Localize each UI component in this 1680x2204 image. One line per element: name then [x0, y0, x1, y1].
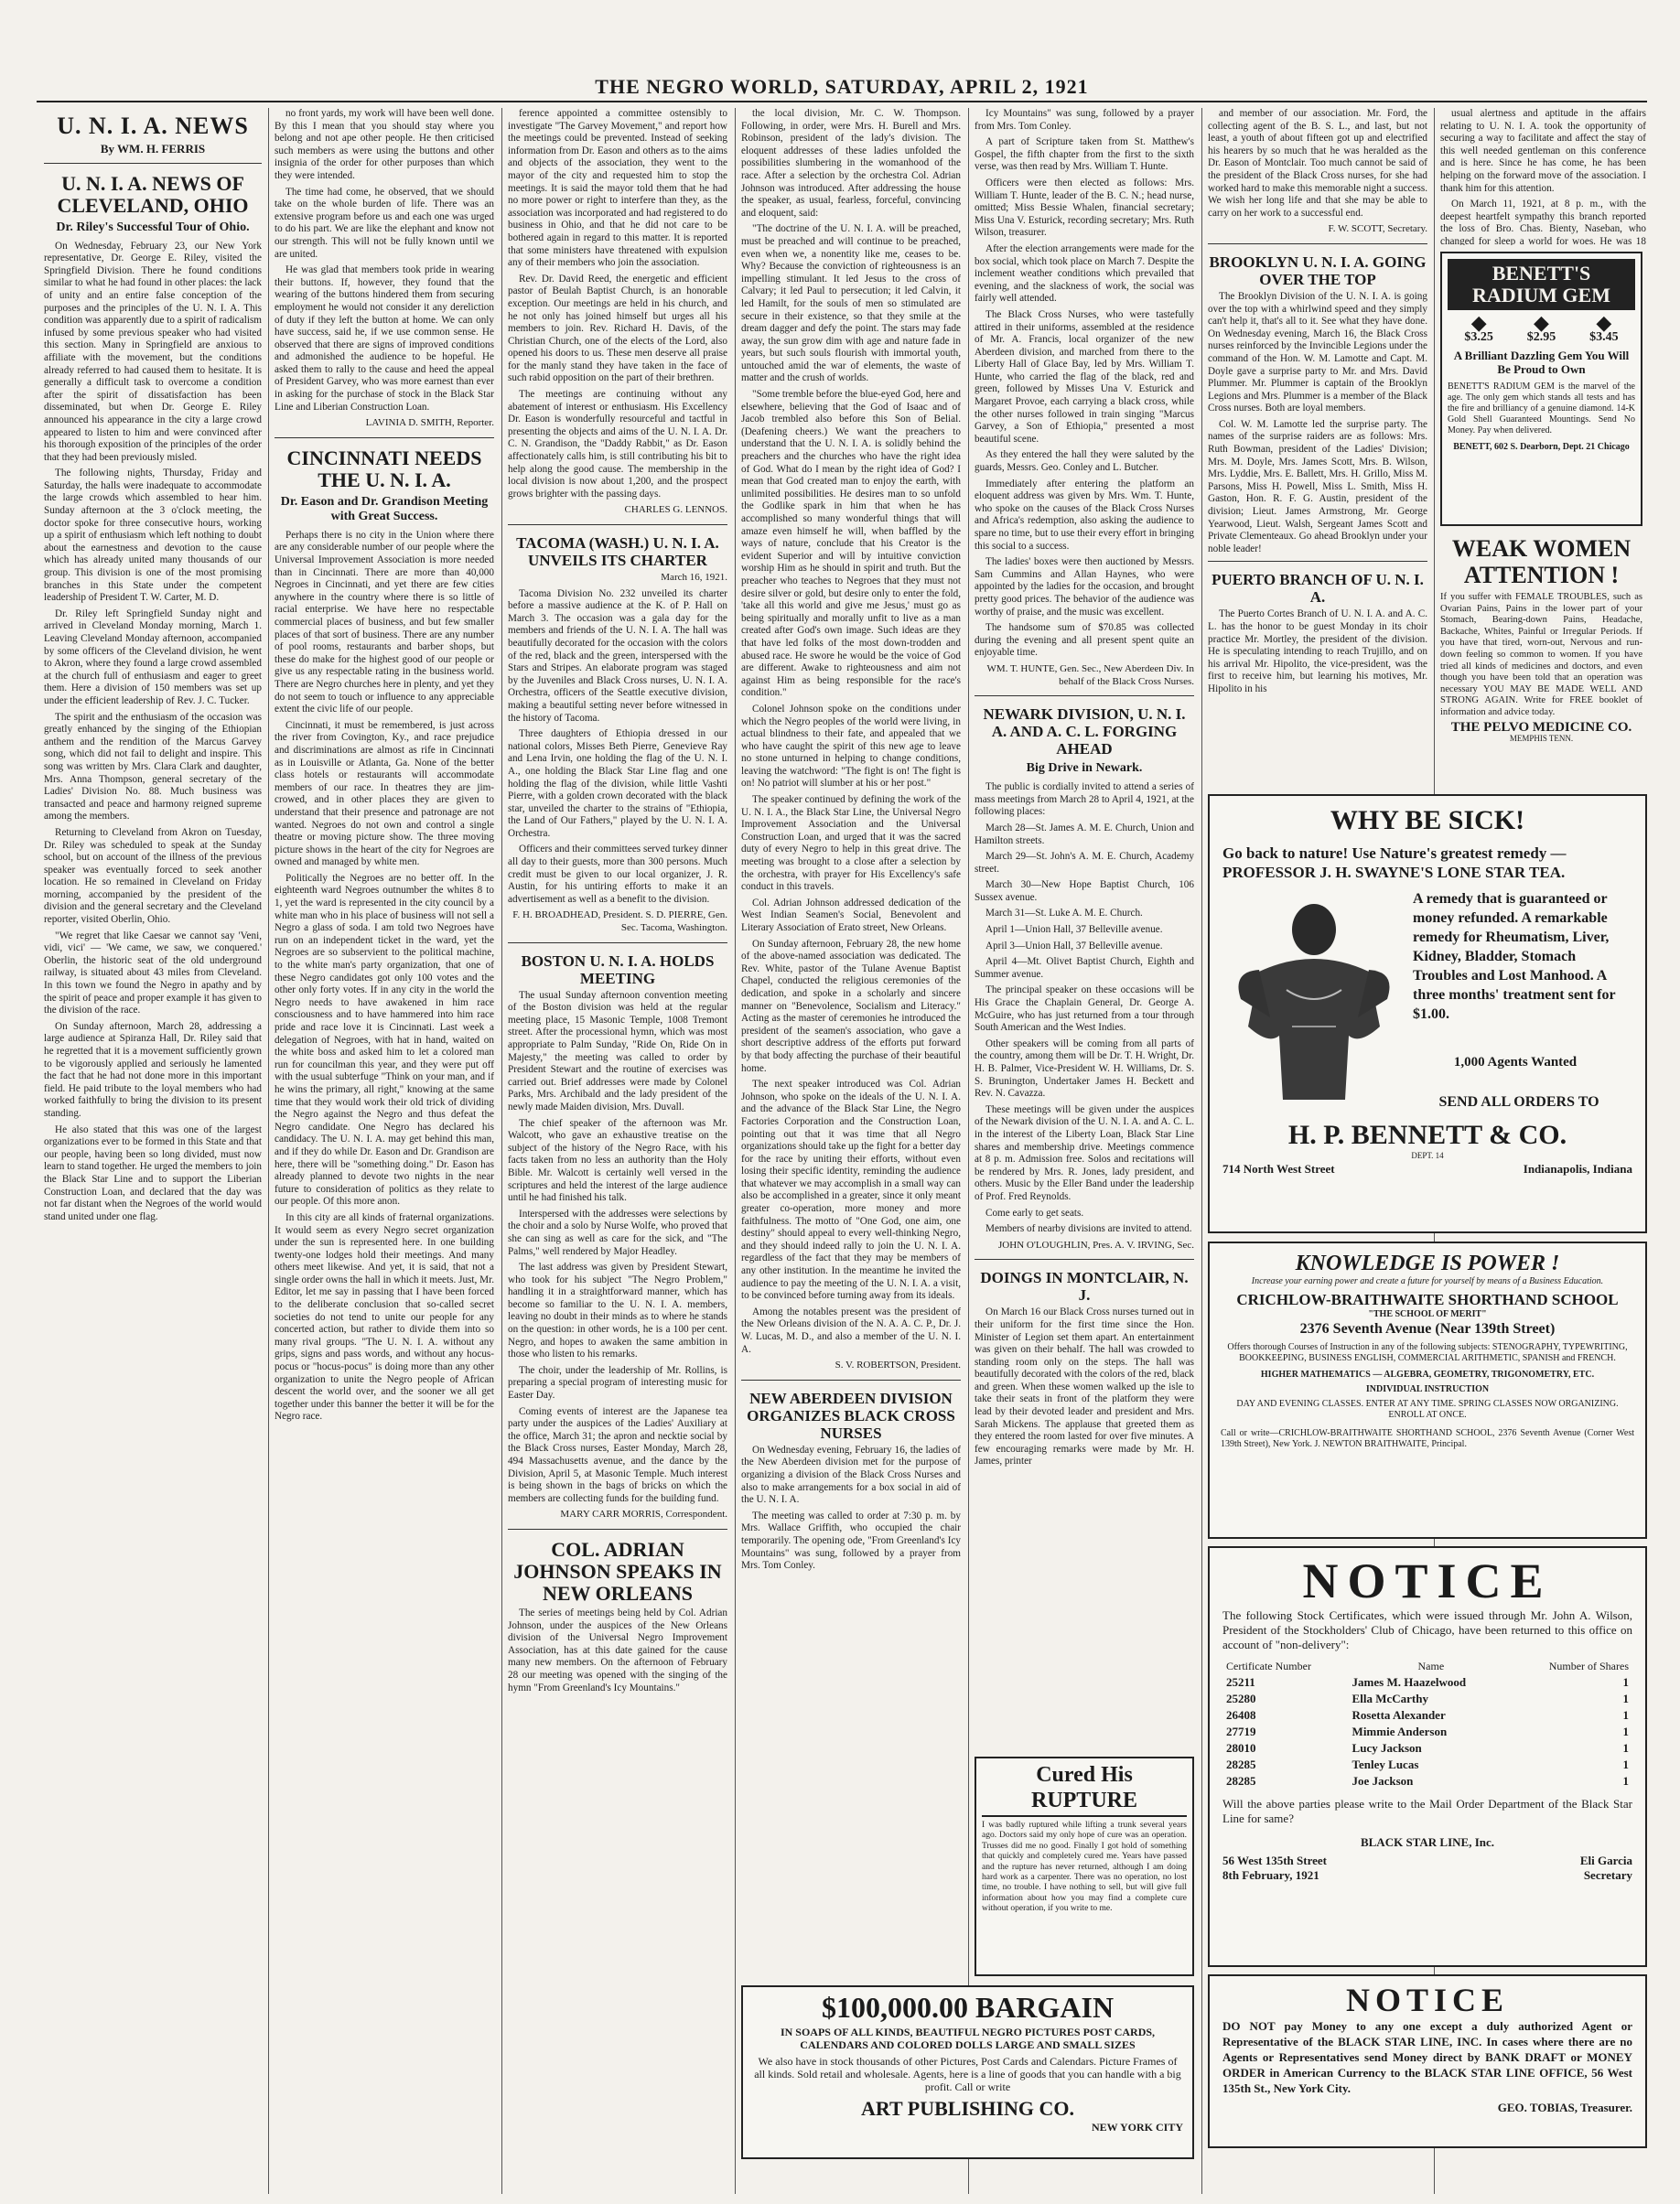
article-paragraph: The speaker continued by defining the work of the U. N. I. A., the Black Star Line, the Universal Negro Improvement Association and the Universal Construction Loan, and urged that it was the sacred duty of every Negro to help in this great drive. The meeting was brought to a close after a selection by the orchestra, with prayer for His Excellency's safe conduct in this travels.	[741, 794, 961, 893]
cert-number: 25211	[1226, 1675, 1255, 1689]
gem-icon: ◆	[1596, 311, 1612, 334]
article-paragraph: "Some tremble before the blue-eyed God, here and elsewhere, believing that the God of Isaac and of Jacob trembled also before this Son of Belial. (Deafening cheers.) We want the preachers to understand that the U. N. I. A. is solidly behind the preachers and the churches who have the right idea of God. What do I mean by the right idea of God? I mean that God created man to enjoy the earth, with unlimited possibilities. He desires man to so unfold the Godlike spark in him that when he has accomplished so many wonderful things that will amaze even himself he will, when baffled by the ways of nature, conclude that his Creator is the evident Superior and will by intuitive conviction worship Him as he should in spirit and truth. But the preacher who teaches to Negroes that they must not desire silver or gold, but desire only to enter the fold, 'take all this world and give me Jesus,' must go as being spiritually and morally unfit to live as a man created after God's own image. Such ideas are they that have led folks of the most down-trodden and abused race. He swore he would be the voice of God are different. Awake to righteousness and aim not against Him as being responsible for the race's condition."	[741, 389, 961, 699]
article-paragraph: After the election arrangements were made for the box social, which took place on March 7. Despite the inclement weather conditions which prevailed that evening, and the slackness of work, the social was fairly well attended.	[975, 242, 1194, 305]
notice-signer-title: Secretary	[1583, 1868, 1632, 1882]
byline: By WM. H. FERRIS	[100, 142, 206, 156]
article-paragraph: The series of meetings being held by Col. Adrian Johnson, under the auspices of the New Orleans division of the Universal Negro Improvement Association, has at this date gained for the cause many new members. On the afternoon of February 28 our meeting was opened with the singing of the hymn "From Greenland's Icy Mountains."	[508, 1607, 727, 1693]
share-count: 1	[1622, 1758, 1629, 1771]
table-row	[1222, 1691, 1632, 1707]
article-paragraph: "We regret that like Caesar we cannot say 'Veni, vidi, vici' — 'We came, we saw, we conquered.' Oberlin, the historic seat of the old underground railway, is situated about 43 miles from Cleveland. In this town we found the Negro in apathy and by the spirit of peace and proper example it has given to the division of the race.	[44, 930, 262, 1016]
article-signature: S. V. ROBERTSON, President.	[835, 1360, 961, 1371]
article-paragraph: The choir, under the leadership of Mr. Rollins, is preparing a special program of interesting music for Easter Day.	[508, 1364, 727, 1402]
table-row	[1222, 1724, 1632, 1740]
classes: DAY AND EVENING CLASSES. ENTER AT ANY TIME. SPRING CLASSES NOW ORGANIZING. ENROLL AT ONCE.	[1236, 1399, 1619, 1420]
ad-title: WHY BE SICK!	[1330, 805, 1525, 835]
gem-icon: ◆	[1470, 311, 1487, 334]
article-paragraph: On March 16 our Black Cross nurses turned out in their uniform for the first time since the Hon. Minister of Legion set them apart. An entertainment was given on their behalf. The hall was crowded to standing room only on the steps. The hall was beautifully decorated with the colors of the red, black and green. When these women walked up the isle to take their seats in front of the platform they were lead by their devoted leader and president and Mrs. Sarah Mickens. The applause that greeted them as they entered the room lasted for over five minutes. A few encouraging remarks were made by Mr. H. James, printer	[975, 1306, 1194, 1468]
section-title: U. N. I. A. NEWS	[57, 113, 249, 139]
article-paragraph: On Sunday afternoon, March 28, addressing a large audience at Spiranza Hall, Dr. Riley said that he regretted that it is a movement sufficiently grown to be vigorously applied and seriously he lamented the fact that he had not done more in this important field. He paid tribute to the loyal members who had worked faithfully to bring the division to its present standing.	[44, 1020, 262, 1119]
share-count: 1	[1622, 1675, 1629, 1689]
article-paragraph: April 3—Union Hall, 37 Belleville avenue.	[985, 940, 1163, 951]
article-paragraph: no front yards, my work will have been well done. By this I mean that you should stay where you belong and not ape other people. He then criticised such members as were using the buttons and other insignia of the order for other purposes than which they were intended.	[275, 108, 494, 181]
article-headline: DOINGS IN MONTCLAIR, N. J.	[980, 1269, 1189, 1305]
article-paragraph: He was glad that members took pride in wearing their buttons. If, however, they found that the wearing of the buttons hindered them from securing employment he would not consider it any dereliction of duty if they left the button at home. We can only have success, said he, if we use common sense. He observed that there are signs of improved conditions and admonished the audience to be hopeful. He asked them to rally to the cause and heed the appeal of President Garvey, who was more earnest than ever in asking for the purchase of stock in the Black Star Line and Liberian Construction Loan.	[275, 264, 494, 413]
ad-city: MEMPHIS TENN.	[1509, 734, 1574, 744]
article-paragraph: Members of nearby divisions are invited to attend.	[985, 1223, 1192, 1235]
article-paragraph: Three daughters of Ethiopia dressed in our national colors, Misses Beth Pierre, Genevieve Ray and Lena Irvin, one holding the flag of the U. N. I. A., one holding the Black Star Line flag and one holding the flag of the division, while little Vashti Pierre, with a golden crown decorated with the black star, unveiled the charter to the strains of "Ethiopia, the Land of Our Fathers," played by the U. N. I. A. Orchestra.	[508, 728, 727, 839]
table-row	[1222, 1757, 1632, 1773]
ad-city: Indianapolis, Indiana	[1523, 1162, 1632, 1176]
article-paragraph: The meetings are continuing without any abatement of interest or enthusiasm. His Excellency Dr. Eason is wonderfully resourceful and tactful in presenting the objects and aims of the U. N. I. A. Dr. C. N. Grandison, the "Daddy Rabbit," as Dr. Eason affectionately calls him, is still contributing his bit to help along the good cause. The membership in the local division is now about 1,200, and the prospect grows brighter with the passing days.	[508, 389, 727, 500]
article-signature: WM. T. HUNTE, Gen. Sec., New Aberdeen Div. In behalf of the Black Cross Nurses.	[986, 662, 1194, 687]
article-headline: NEWARK DIVISION, U. N. I. A. AND A. C. L. FORGING AHEAD	[983, 705, 1186, 758]
article-paragraph: Politically the Negroes are no better off. In the eighteenth ward Negroes outnumber the whites 8 to 1, yet the ward is represented in the city council by a white man who in his place of business will not sell a Negro a glass of soda. I am told two Negroes have run on an independent ticket in the ward, yet the Negroes are so subservient to the political machine, to the white man's party organization, that one of these Negro candidates got only 100 votes and the other only forty votes. If in any city in the world the Negro needs to have awakened in him race consciousness and to have hammered into him race pride and race love it is Cincinnati. Last week a delegation of Negroes, with hat in hand, waited on the white boss and asked him to let a colored man run for councilman this year, and they were put off with the usual subterfuge "Think on your man, and if he wins the primary, all right," knowing at the same time that they would work their old trick of dividing the Negro against the Negro and thus defeat the Negro candidate. One Negro has declared his candidacy. The U. N. I. A. may get behind this man, and if they do while Dr. Eason and Dr. Grandison are here, there will be "something doing." Dr. Eason has already planned to devote two nights in the near future to consideration of politics as they relate to our people. Of this more anon.	[275, 872, 494, 1208]
notice-signer: GEO. TOBIAS, Treasurer.	[1497, 2101, 1632, 2114]
article-paragraph: Cincinnati, it must be remembered, is just across the river from Covington, Ky., and race prejudice and discriminations are almost as rife in Cincinnati as in Louisville or Atlanta, Ga. None of the better class hotels or restaurants will accommodate members of our race. In theatres they are jim-crowed, and in other places they are given to understand that their presence and patronage are not wanted. Negroes do not own and control a single theatre or moving picture show. The three moving picture shows in the heart of the city for Negroes are owned and managed by white men.	[275, 719, 494, 868]
share-count: 1	[1622, 1692, 1629, 1705]
ad-address: BENETT, 602 S. Dearborn, Dept. 21 Chicago	[1453, 442, 1630, 452]
ad-title: $100,000.00 BARGAIN	[821, 1991, 1115, 2024]
article-paragraph: Come early to get seats.	[985, 1207, 1084, 1219]
radium-gem-ad	[1440, 252, 1642, 526]
notice-footer-row	[1222, 1854, 1632, 1868]
gem-icon: ◆	[1534, 311, 1549, 334]
divider	[508, 942, 727, 943]
article-signature: LAVINIA D. SMITH, Reporter.	[365, 417, 494, 429]
article-paragraph: The handsome sum of $70.85 was collected during the evening and all present spent quite an enjoyable time.	[975, 622, 1194, 659]
article-paragraph: Perhaps there is no city in the Union where there are any considerable number of our people where the Universal Improvement Association is more needed than in Cincinnati. There are more than 40,000 Negroes in Cincinnati, and yet there are few cities anywhere in the country where there is so little of racial enterprise. We have here no respectable commercial places of business, and but few smaller places of that sort of business. There are any number of pool rooms, restaurants and barber shops, but these do make for the highest good of our people or give us any respectable rating in the business world. There are Negro churches here in plenty, and yet they do not seem to touch or influence to any appreciable extent the civic life of our people.	[275, 529, 494, 715]
divider	[508, 1529, 727, 1530]
holder-name: Joe Jackson	[1352, 1774, 1414, 1788]
column-7	[1440, 108, 1646, 245]
article-paragraph: The Puerto Cortes Branch of U. N. I. A. and A. C. L. has the honor to be guest Monday in its choir practice Mr. Mortley, the president of the division. He is speculating intending to reach Trujillo, and on his arrival Mr. Hipolito, the vice-president, was the first to receive him, but learning his motives, Mr. Hipolito in his	[1208, 608, 1427, 694]
article-paragraph: The ladies' boxes were then auctioned by Messrs. Sam Cummins and Allan Haynes, who were appointed by the ladies for the occasion, and brought pretty good prices. The behavior of the audience was worthy of praise, and the music was excellent.	[975, 556, 1194, 618]
article-paragraph: In this city are all kinds of fraternal organizations. It would seem as every Negro secret organization under the sun is represented here. In one building twenty-one lodges hold their meetings. And many others meet likewise. And yet, it is said, that not a single order owns the hall in which it meets. Just, Mr. Editor, let me say in passing that I have been forced to the deliberate conclusion that so-called secret societies do not tend to unite our people for any concerted action, but rather to divide them into so many rival groups. "The U. N. I. A. without any grips, signs and pass words, and without any hocus-pocus or "hocus-pocus" is doing more than any other organization to unite the Negro people of African descent the world over, and the sooner we all get together under this banner the better it will be for the Negro race.	[275, 1211, 494, 1423]
article-paragraph: The usual Sunday afternoon convention meeting of the Boston division was held at the regular meeting place, 15 Masonic Temple, 1008 Tremont street. After the processional hymn, which was most appropriate to Palm Sunday, "Ride On, Ride On in Majesty," the meeting was called to order by President Stewart and the routine of exercises was carried out. Brief addresses were made by Colonel Parks, Mrs. Archibald and the lady president of the newly made Maiden division, Mrs. Duvall.	[508, 989, 727, 1113]
article-paragraph: Interspersed with the addresses were selections by the choir and a solo by Nurse Wolfe, who proved that she can sing as well as care for the sick, and "The Palms," well rendered by Major Headley.	[508, 1208, 727, 1257]
courses: Offers thorough Courses of Instruction in any of the following subjects: STENOGRAPHY, TYPEWRITING, BOOKKEEPING, BUSINESS ENGLISH, COMMERCIAL ARITHMETIC, SPANISH and FRENCH.	[1227, 1342, 1628, 1363]
article-paragraph: usual alertness and aptitude in the affairs relating to U. N. I. A. took the opportunity of securing a way to facilitate and affect the stay of this well needed gentleman on this conference and is here. Since he has come, he has been helping on the forward move of the association. I thank him for this attention.	[1440, 108, 1646, 194]
divider	[1208, 243, 1427, 244]
ad-company: H. P. BENNETT & CO.	[1287, 1120, 1567, 1150]
article-signature: CHARLES G. LENNOS.	[624, 504, 727, 516]
article-paragraph: March 31—St. Luke A. M. E. Church.	[985, 908, 1143, 919]
article-paragraph: The public is cordially invited to attend a series of mass meetings from March 28 to April 4, 1921, at the following places:	[975, 781, 1194, 818]
article-subhead: Dr. Eason and Dr. Grandison Meeting with Great Success.	[280, 494, 489, 523]
article-paragraph: Tacoma Division No. 232 unveiled its charter before a massive audience at the K. of P. Hall on March 3. The occasion was a gala day for the members and friends of the U. N. I. A. The hall was beautifully decorated for the occasion with the colors of the red, black and the green, interspersed with the Stars and Stripes. An elaborate program was staged by the Juveniles and Black Cross nurses, U. N. I. A. Orchestra, officers of the Seattle executive division, making a beautiful setting never before witnessed in the history of Tacoma.	[508, 587, 727, 724]
ad-body: I was badly ruptured while lifting a trunk several years ago. Doctors said my only hope of cure was an operation. Trusses did me no good. Finally I got hold of something that quickly and completely cured me. Years have passed and the rupture has never returned, although I am doing hard work as a carpenter. There was no operation, no lost time, no trouble. I have nothing to sell, but will give full information about how you may find a complete cure without operation, if you write to me.	[982, 1821, 1187, 1914]
article-paragraph: March 28—St. James A. M. E. Church, Union and Hamilton streets.	[975, 822, 1194, 846]
ad-dept: DEPT. 14	[1411, 1151, 1444, 1160]
col-name: Name	[1417, 1660, 1445, 1672]
article-paragraph: Coming events of interest are the Japanese tea party under the auspices of the Ladies' Auxiliary at the office, March 31; the apron and necktie social by the Black Cross nurses, Easter Monday, March 28, 494 Massachusetts avenue, and the dance by the Division, April 5, at Masonic Temple. Much interest is being shown in the bags of bricks on which the members are collecting funds for the building fund.	[508, 1405, 727, 1504]
table-row	[1222, 1674, 1632, 1691]
ad-body: We also have in stock thousands of other Pictures, Post Cards and Calendars. Picture Frames of all kinds. Sold retail and wholesale. Agents, here is a line of goods that you can handle with a big profit. Call or write	[754, 2055, 1181, 2093]
col-shares: Number of Shares	[1548, 1660, 1629, 1672]
ad-subtitle: Go back to nature! Use Nature's greatest remedy — PROFESSOR J. H. SWAYNE'S LONE STAR TEA.	[1222, 844, 1567, 881]
article-paragraph: As they entered the hall they were saluted by the guards, Messrs. Geo. Conley and L. Butcher.	[975, 449, 1194, 474]
article-signature: F. H. BROADHEAD, President. S. D. PIERRE, Gen. Sec. Tacoma, Washington.	[512, 909, 727, 934]
article-paragraph: The Black Cross Nurses, who were tastefully attired in their uniforms, assembled at the residence of Mr. A. Francis, local organizer of the new Aberdeen division, and marched from there to the Liberty Hall of Glace Bay, led by Mrs. William T. Hunte, who carried the flag of the black, red and green, followed by Misses Una V. Esturick and Margaret Provoe, each carrying a black cross, while the other nurses followed in train singing "Marcus Garvey, a Son of Ethiopia," presented a most beautiful scene.	[975, 308, 1194, 445]
ad-body: BENETT'S RADIUM GEM is the marvel of the age. The only gem which stands all tests and has the fire and brilliancy of a genuine diamond. 14-K Gold Shell Guaranteed Mountings. Send No Money. Pay when delivered.	[1448, 382, 1635, 435]
article-paragraph: Col. W. M. Lamotte led the surprise party. The names of the surprise raiders are as follows: Mrs. Ruth Bowman, president of the Ladies' Division; Mrs. M. Doyle, Mrs. James Scott, Mrs. B. Wilson, Mrs. Lyddie, Mrs. E. Ballett, Mrs. H. Grillo, Miss M. Parsons, Miss H. Powell, Miss L. Smith, Miss H. Gaston, Hon. R. F. G. Austin, president of the division; Lieut. James Armstrong, Mr. George Yearwood, Lieut. Walsh, Sergeant James Scott and Private Clementeaux. Go ahead Brooklyn under your noble leader!	[1208, 418, 1427, 554]
article-paragraph: Among the notables present was the president of the New Orleans division of the N. A. A. C. P., Dr. J. W. Lucas, M. D., and also a member of the U. N. I. A.	[741, 1306, 961, 1355]
article-paragraph: Officers were then elected as follows: Mrs. William T. Hunte, leader of the B. C. N.; head nurse, omitted; Miss Bessie Whalen, financial secretary; Miss Una V. Esturick, recording secretary; Mrs. Ruth Wilson, treasurer.	[975, 177, 1194, 239]
cert-number: 25280	[1226, 1692, 1256, 1705]
article-headline: TACOMA (WASH.) U. N. I. A. UNVEILS ITS CHARTER	[516, 534, 719, 569]
table-row	[1222, 1740, 1632, 1757]
divider	[44, 163, 262, 164]
school-name: CRICHLOW-BRAITHWAITE SHORTHAND SCHOOL	[1236, 1291, 1619, 1308]
price-row	[1448, 332, 1635, 343]
article-signature: F. W. SCOTT, Secretary.	[1328, 223, 1427, 235]
ad-tagline: A Brilliant Dazzling Gem You Will Be Proud to Own	[1453, 349, 1630, 376]
column-5	[975, 108, 1194, 1746]
school-motto: "THE SCHOOL OF MERIT"	[1368, 1309, 1487, 1319]
article-paragraph: On Wednesday evening, February 16, the ladies of the New Aberdeen division met for the purpose of organizing a division of the Black Cross Nurses and also to make arrangements for a box social in aid of the U. N. I. A.	[741, 1444, 961, 1506]
article-headline: BOSTON U. N. I. A. HOLDS MEETING	[521, 951, 715, 987]
article-paragraph: Rev. Dr. David Reed, the energetic and efficient pastor of Beulah Baptist Church, is an honorable exception. Our meetings are held in his church, and he not only has joined himself but urges all his members to join. Rev. Richard H. Davis, of the Christian Church, one of the elects of the Lord, also opened his doors to us. These men deserve all praise for the manly stand they have taken in the face of such rabid opposition on the part of their brethren.	[508, 273, 727, 384]
article-paragraph: April 4—Mt. Olivet Baptist Church, Eighth and Summer avenue.	[975, 956, 1194, 980]
divider	[275, 437, 494, 438]
payment-notice	[1208, 1974, 1647, 2148]
article-paragraph: ference appointed a committee ostensibly to investigate "The Garvey Movement," and report how the meetings could be prevented. Instead of seeking information from Dr. Eason and others as to the aims and objects of the association, they went to the mayor of the city and requested him to stop the meetings. It is said the mayor told them that he had no more power or right to interfere than they, as the association was incorporated and had registered to do business in Ohio, and that he did not care to be bothered again in regard to this matter. It is reported that some ministers have threatened with expulsion any of their members who join the association.	[508, 108, 727, 269]
article-signature: JOHN O'LOUGHLIN, Pres. A. V. IRVING, Sec.	[998, 1239, 1194, 1251]
article-paragraph: A part of Scripture taken from St. Matthew's Gospel, the fifth chapter from the first to the sixth verse, was then read by Mrs. William T. Hunte.	[975, 136, 1194, 173]
column-rule	[501, 108, 502, 2194]
article-paragraph: March 29—St. John's A. M. E. Church, Academy street.	[975, 851, 1194, 875]
article-paragraph: On Wednesday, February 23, our New York representative, Dr. George E. Riley, visited the Springfield Division. There he found conditions similar to what he had found in other places: the lack of unity and an entire false conception of the purposes and the principles of the U. N. I. A. This condition was apparently due to a spirit of radicalism infused by some previous speaker who had visited this section. Many in Springfield are anxious to affiliate with the movement, but the conditions already referred to had caused them to hesitate. It is generally a difficult task to overcome a condition after the spirit of dissatisfaction has been disseminated, but when Dr. George E. Riley announced his appearance in the city a large crowd appeared to listen to him and were convinced after his thorough exposition of the principles of the order that they had been previously misled.	[44, 240, 262, 463]
notice-date: 8th February, 1921	[1222, 1868, 1319, 1882]
divider	[508, 524, 727, 525]
article-paragraph: The next speaker introduced was Col. Adrian Johnson, who spoke on the ideals of the U. N. I. A. and the advance of the Black Star Line, the Negro Factories Corporation and the Construction Loan, pointing out that it was time that all Negro organizations should take up the fight for a better day for the race by uniting their efforts, without even losing their specific identity, reminding the audience that whatever we may accomplish in a small way can also be accomplished in a greater, since it only meant greater co-operation, more money and more faithfulness. The motto of "One God, one aim, one destiny" should appeal to every well-thinking Negro, and they should indeed rally to join the U. N. I. A. regardless of the fact that they may be members of any other institution. In the meantime he invited the audience to pay the meeting of the U. N. I. A. a visit, to be convinced before turning away from its ideals.	[741, 1079, 961, 1302]
article-paragraph: The meeting was called to order at 7:30 p. m. by Mrs. Wallace Griffith, who occupied the chair temporarily. The opening ode, "From Greenland's Icy Mountains" was sung, followed by a prayer from Mrs. Tom Conley.	[741, 1510, 961, 1572]
ad-address: 714 North West Street	[1222, 1162, 1335, 1176]
article-headline: CINCINNATI NEEDS THE U. N. I. A.	[286, 446, 482, 491]
notice-company: BLACK STAR LINE, Inc.	[1360, 1835, 1495, 1849]
why-be-sick-ad	[1208, 794, 1647, 1233]
article-paragraph: On Sunday afternoon, February 28, the new home of the above-named association was dedicated. The Rev. White, pastor of the Tulane Avenue Baptist Chapel, conducted the religious ceremonies of the dedication, and spoke in a scholarly and sincere manner on "Benevolence, Socialism and Literacy." Acting as the master of ceremonies he introduced the president of the seamen's association, who gave a short descriptive address of the efforts put forward by that body affecting the purchase of their beautiful home.	[741, 938, 961, 1074]
cert-number: 28285	[1226, 1774, 1256, 1788]
divider	[741, 1380, 961, 1381]
masthead-rule	[37, 101, 1647, 102]
ad-city: NEW YORK CITY	[1091, 2121, 1183, 2134]
article-paragraph: The Brooklyn Division of the U. N. I. A. is going over the top with a whirlwind speed and they simply can't help it, that's all to it. See what they have done. On Wednesday evening, March 16, the Black Cross nurses reinforced by the Invincible Legions under the command of the Hon. W. M. Lamotte and Capt. M. Doyle gave a surprise party to Mr. and Mrs. David Plummer. Mr. Plummer is captain of the Brooklyn Legions and Mrs. Plummer is a member of the Black Cross nurses. Both are loyal members.	[1208, 290, 1427, 414]
agents-wanted: 1,000 Agents Wanted	[1453, 1055, 1578, 1070]
cert-number: 27719	[1226, 1725, 1256, 1738]
holder-name: James M. Haazelwood	[1352, 1675, 1467, 1689]
send-orders: SEND ALL ORDERS TO	[1438, 1094, 1599, 1110]
column-rule	[268, 108, 269, 2194]
ad-title: BENETT'S RADIUM GEM	[1448, 259, 1635, 310]
holder-name: Tenley Lucas	[1352, 1758, 1419, 1771]
article-paragraph: The spirit and the enthusiasm of the occasion was greatly enhanced by the singing of the Ethiopian anthem and the rendition of the Marcus Garvey song, which did not fail to delight and inspire. This song was written by Mrs. Clara Clark and daughter, Mrs. Anna Thompson, general secretary of the Ladies' Division No. 88. Much business was transacted and peace and harmony reigned supreme among the members.	[44, 711, 262, 822]
article-headline: U. N. I. A. NEWS OF CLEVELAND, OHIO	[57, 171, 249, 217]
ad-line: Increase your earning power and create a future for yourself by means of a Business Education.	[1251, 1276, 1604, 1286]
price-row	[1448, 311, 1635, 334]
share-count: 1	[1622, 1774, 1629, 1788]
ad-footer: Call or write—CRICHLOW-BRAITHWAITE SHORTHAND SCHOOL, 2376 Seventh Avenue (Corner West 139th Street), New York. J. NEWTON BRAITHWAITE, Principal.	[1221, 1428, 1634, 1449]
article-paragraph: April 1—Union Hall, 37 Belleville avenue.	[985, 924, 1163, 936]
article-paragraph: Immediately after entering the platform an eloquent address was given by Mrs. Wm. T. Hunte, who spoke on the causes of the Black Cross Nurses and Africa's redemption, also asking the audience to spare no time, but to use their every effort in bringing this social to a success.	[975, 478, 1194, 552]
cert-number: 26408	[1226, 1708, 1256, 1722]
dateline: March 16, 1921.	[661, 572, 727, 583]
holder-name: Mimmie Anderson	[1352, 1725, 1448, 1738]
article-paragraph: These meetings will be given under the auspices of the Newark division of the U. N. I. A. and A. C. L. in the interest of the Liberty Loan, Black Star Line shares and membership drive. Meetings commence at 8 p. m. Admission free. Solos and recitations will be rendered by Mrs. R. Jones, lady president, and others. Music by the Eller Band under the leadership of Prof. Fred Reynolds.	[975, 1103, 1194, 1202]
ad-title: WEAK WOMEN ATTENTION !	[1451, 535, 1632, 588]
holder-name: Lucy Jackson	[1352, 1741, 1422, 1755]
school-address: 2376 Seventh Avenue (Near 139th Street)	[1299, 1321, 1556, 1337]
notice-footer-row	[1222, 1868, 1632, 1883]
column-2	[275, 108, 494, 2194]
article-subhead: Dr. Riley's Successful Tour of Ohio.	[56, 220, 250, 234]
ad-company: THE PELVO MEDICINE CO.	[1450, 719, 1632, 735]
share-count: 1	[1622, 1741, 1629, 1755]
article-paragraph: The principal speaker on these occasions will be His Grace the Chaplain General, Dr. George A. McGuire, who has just returned from a tour through South American and the West Indies.	[975, 984, 1194, 1034]
article-paragraph: The time had come, he observed, that we should take on the whole burden of life. There was an extensive program before us and each one was urged to do his part. We are like the elephant and know not our strength. This will not be fully known until we are united.	[275, 186, 494, 260]
holder-name: Rosetta Alexander	[1352, 1708, 1446, 1722]
article-subhead: Big Drive in Newark.	[1026, 761, 1143, 776]
article-paragraph: The following nights, Thursday, Friday and Saturday, the halls were inadequate to accommodate the large crowds which assembled to hear him. Sunday afternoon at the 3 o'clock meeting, the doctor spoke for three consecutive hours, working up a spirit of enthusiasm which left nothing to doubt about the earnestness and devotion to the cause which has already united many thousands of our group. This division is one of the most promising branches in this State under the competent leadership of President T. W. Carter, M. D.	[44, 468, 262, 604]
column-rule	[735, 108, 736, 2194]
notice-question: Will the above parties please write to the Mail Order Department of the Black Star Line for same?	[1222, 1797, 1632, 1825]
ad-subtitle: IN SOAPS OF ALL KINDS, BEAUTIFUL NEGRO PICTURES POST CARDS, CALENDARS AND COLORED DOLLS LARGE AND SMALL SIZES	[780, 2026, 1156, 2051]
article-paragraph: On March 11, 1921, at 8 p. m., with the deepest heartfelt sympathy this branch reported the loss of Bro. Chas. Bienty, Naseban, who changed for sleep a world for woes. He was 18	[1440, 199, 1646, 245]
article-paragraph: Other speakers will be coming from all parts of the country, among them will be Dr. T. H. Wright, Dr. H. B. Palmer, Vice-President W. H. Williams, Dr. S. S. Brunington, Undertaker James H. Beckett and Rev. N. Cavazza.	[975, 1037, 1194, 1100]
column-3	[508, 108, 727, 1974]
article-paragraph: Icy Mountains" was sung, followed by a prayer from Mrs. Tom Conley.	[975, 108, 1194, 132]
divider	[1208, 561, 1427, 562]
article-paragraph: He also stated that this was one of the largest organizations ever to be formed in this State and that our people, having been so long divided, must now learn to stand together. He urged the members to join the Black Star Line and to support the Liberian Construction Loan, and declared that the day was not far distant when the Negroes of the world would stand united under one flag.	[44, 1124, 262, 1222]
knowledge-is-power-ad	[1208, 1242, 1647, 1539]
article-headline: NEW ABERDEEN DIVISION ORGANIZES BLACK CROSS NURSES	[747, 1389, 955, 1442]
ad-body: If you suffer with FEMALE TROUBLES, such as Ovarian Pains, Pains in the lower part of your Stomach, Bearing-down Pains, Headache, Backache, Whites, Painful or Irregular Periods. If you have that tired, worn-out, Nervous and run-down feeling so common to women. If you have tried all kinds of medicines and doctors, and even though you have been told that an operation was necessary YOU MAY BE MADE WELL AND STRONG AGAIN. Write for FREE booklet of information and advice today.	[1440, 592, 1642, 717]
price: $3.45	[1589, 330, 1619, 344]
column-1	[44, 108, 262, 2194]
article-paragraph: Colonel Johnson spoke on the conditions under which the Negro peoples of the world were living, in actual blindness to their fate, and appealed that we who have caught the spirit of this new age to leave no stone unturned in helping to change conditions, leaving the watchword: "The fight is on! The fight is on! No patriot will slumber at his or her post."	[741, 703, 961, 790]
article-paragraph: "The doctrine of the U. N. I. A. will be preached, must be preached and will continue to be preached, even when we, a nonentity like me, ceases to be. Why? Because the conviction of righteousness is an impelling stimulant. It led Jesus to the cross of Calvary; it led Paul to persecution; it led Calvin, it led Hamilt, for the souls of men so stimulated are secure in their existence, so that they smile at the dream dagger and defy the point. The stars may fade away, the sun grow dim with age and nature fade in years, but such souls flourish with immortal youth, untouched amid the war of elements, the waste of matter and the crush of worlds.	[741, 223, 961, 384]
divider	[975, 695, 1194, 696]
article-paragraph: Col. Adrian Johnson addressed dedication of the West Indian Seamen's Social, Benevolent and Literary Association of Erato street, New Orleans.	[741, 897, 961, 933]
ad-address-row	[1222, 1162, 1632, 1177]
price: $3.25	[1464, 330, 1493, 344]
share-count: 1	[1622, 1708, 1629, 1722]
ad-body-row	[1222, 889, 1632, 1109]
article-paragraph: the local division, Mr. C. W. Thompson. Following, in order, were Mrs. H. Burell and Mrs. Robinson, president of the lady's division. The eloquent addresses of these ladies unfolded the possibilities slumbering in the womanhood of the race. After a selection by the orchestra Col. Adrian Johnson was introduced. After addressing the house the speaker, as usual, fearless, forceful, convincing and eloquent, said:	[741, 108, 961, 219]
article-paragraph: and member of our association. Mr. Ford, the collecting agent of the B. S. L., and last, but not least, a youth of about fifteen got up and electrified his hearers by so much that he was heralded as the Dr. Eason of Montclair. Too much cannot be said of the president of the Black Cross nurses, for she had worked hard to make this memorable night a success. We wish her long life and that she may be able to carry on her work to a successful end.	[1208, 108, 1427, 219]
stock-notice	[1208, 1546, 1647, 1967]
cert-number: 28010	[1226, 1741, 1256, 1755]
table-row	[1222, 1773, 1632, 1790]
table-header	[1222, 1658, 1632, 1674]
article-headline: COL. ADRIAN JOHNSON SPEAKS IN NEW ORLEANS	[513, 1537, 722, 1605]
holder-name: Ella McCarthy	[1352, 1692, 1428, 1705]
notice-signer: Eli Garcia	[1579, 1854, 1632, 1867]
price: $2.95	[1526, 330, 1556, 344]
notice-body: DO NOT pay Money to any one except a duly authorized Agent or Representative of the BLACK STAR LINE, INC. In cases where there are no Agents or Representatives send Money direct by BANK DRAFT or MONEY ORDER in American Currency to the BLACK STAR LINE OFFICE, 56 West 135th St., New York City.	[1222, 2019, 1632, 2095]
masthead: THE NEGRO WORLD, SATURDAY, APRIL 2, 1921	[595, 75, 1089, 98]
higher-courses: HIGHER MATHEMATICS — ALGEBRA, GEOMETRY, TRIGONOMETRY, ETC.	[1260, 1370, 1595, 1380]
article-paragraph: Dr. Riley left Springfield Sunday night and arrived in Cleveland Monday morning, March 1. Leaving Cleveland Monday afternoon, accompanied by some officers of the Cleveland division, he went to Akron, where they found a large crowd assembled at the church full of enthusiasm and eager to greet them. Here a division of 150 members was set up under the efficient leadership of Rev. J. C. Tucker.	[44, 607, 262, 706]
notice-title: NOTICE	[1345, 1982, 1510, 2018]
rupture-ad	[975, 1757, 1194, 1976]
table-row	[1222, 1707, 1632, 1724]
notice-address: 56 West 135th Street	[1222, 1854, 1327, 1867]
individual-instruction: INDIVIDUAL INSTRUCTION	[1365, 1384, 1490, 1394]
column-rule	[968, 108, 969, 2194]
ad-title: Cured His RUPTURE	[982, 1762, 1187, 1817]
column-6	[1208, 108, 1427, 840]
notice-title: NOTICE	[1302, 1554, 1553, 1608]
share-count: 1	[1622, 1725, 1629, 1738]
weak-women-ad	[1440, 535, 1642, 778]
article-paragraph: Officers and their committees served turkey dinner all day to their guests, more than 300 persons. Much credit must be given to our local organizer, J. R. Austin, for his untiring efforts to make it an advertisement as well as a benefit to the division.	[508, 844, 727, 905]
certificate-table	[1222, 1658, 1632, 1790]
article-paragraph: The chief speaker of the afternoon was Mr. Walcott, who gave an exhaustive treatise on the subject of the history of the Negro Race, with his facts taken from no less an authority than the Holy Bible. Mr. Walcott is certainly well versed in the scriptures and held the interest of the large audience until he had finished his talk.	[508, 1117, 727, 1204]
article-paragraph: March 30—New Hope Baptist Church, 106 Sussex avenue.	[975, 879, 1194, 903]
column-4	[741, 108, 961, 1974]
article-headline: BROOKLYN U. N. I. A. GOING OVER THE TOP	[1209, 253, 1427, 288]
cert-number: 28285	[1226, 1758, 1256, 1771]
article-paragraph: Returning to Cleveland from Akron on Tuesday, Dr. Riley was scheduled to speak at the Sunday school, but on account of the illness of the previous speaker was eventually forced to seek another location. He so remained in Cleveland on Friday morning, accompanied by the president of the division and the general secretary and the Cleveland reporter, visited Oberlin, Ohio.	[44, 826, 262, 926]
notice-body: The following Stock Certificates, which were issued through Mr. John A. Wilson, President of the Stockholders' Club of Chicago, have been returned to this office on account of "non-delivery":	[1222, 1608, 1632, 1651]
article-signature: MARY CARR MORRIS, Correspondent.	[560, 1509, 727, 1521]
ad-remedy-text: A remedy that is guaranteed or money refunded. A remarkable remedy for Rheumatism, Liver, Kidney, Bladder, Stomach Troubles and Lost Manhood. A three months' treatment sent for $1.00.	[1413, 891, 1616, 1022]
article-headline: PUERTO BRANCH OF U. N. I. A.	[1212, 571, 1424, 607]
ad-company: ART PUBLISHING CO.	[861, 2097, 1074, 2120]
col-certificate: Certificate Number	[1226, 1660, 1311, 1672]
divider	[975, 1259, 1194, 1260]
bargain-ad	[741, 1985, 1194, 2159]
ad-title: KNOWLEDGE IS POWER !	[1295, 1252, 1560, 1275]
column-rule	[1201, 108, 1202, 2194]
article-paragraph: The last address was given by President Stewart, who took for his subject "The Negro Problem," handling it in a straightforward manner, which has become so familiar to the U. N. I. A. members, leaving no doubt in their minds as to where he stands on the question: in other words, he is a 100 per cent. Negro, and hopes to awaken the same ambition in those who listen to his remarks.	[508, 1262, 727, 1360]
strongman-illustration	[1222, 889, 1405, 1109]
